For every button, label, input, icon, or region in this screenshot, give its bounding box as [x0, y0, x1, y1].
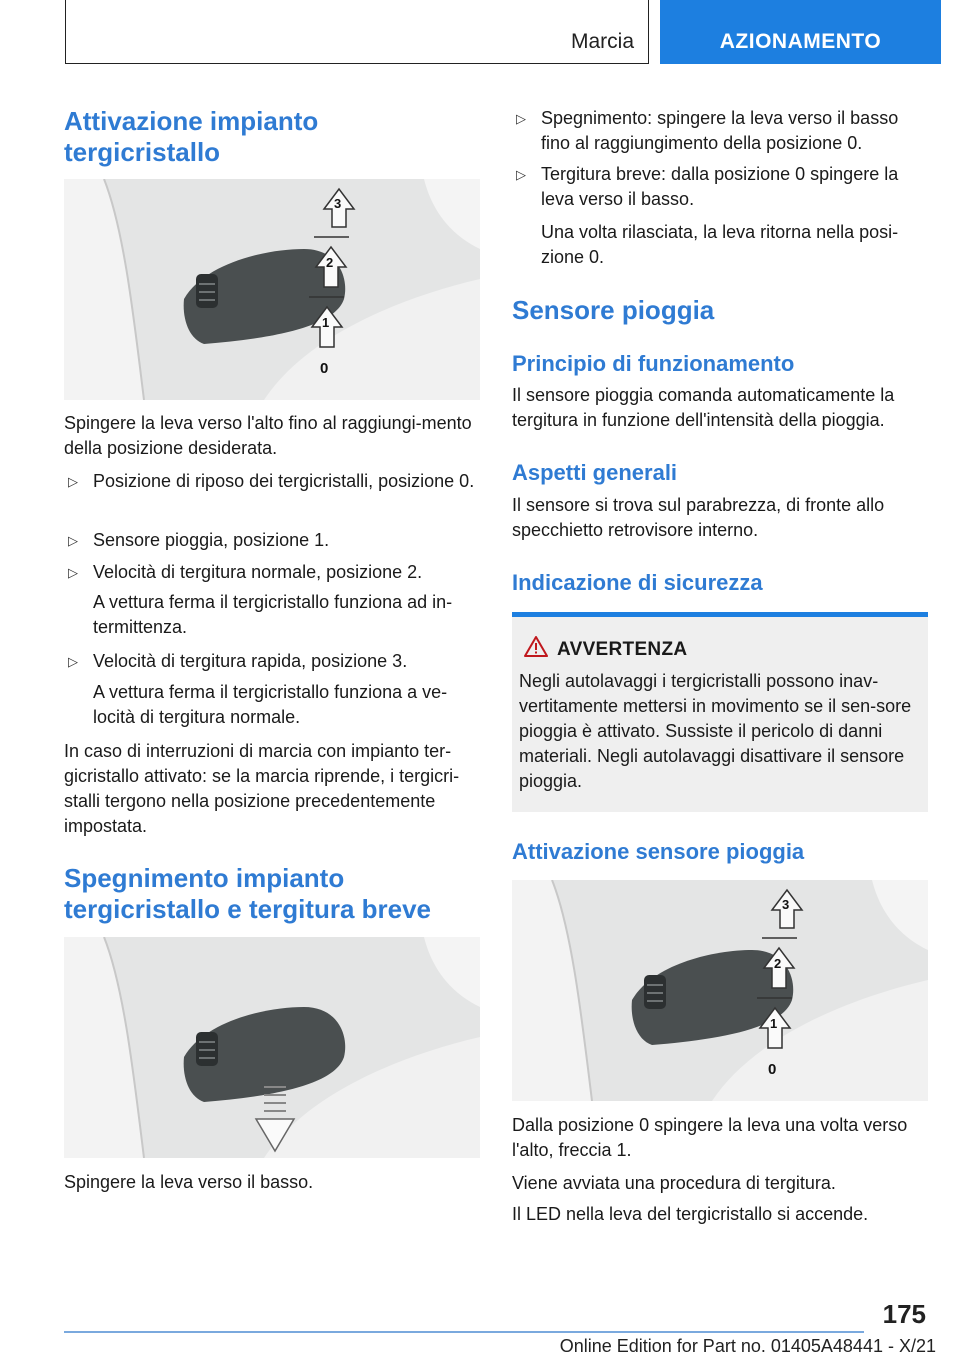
- warning-triangle-icon: [524, 635, 548, 659]
- paragraph: Viene avviata una procedura di tergitura.: [512, 1173, 836, 1193]
- list-item: ▷ Tergitura breve: dalla posizione 0 spingere la leva verso il basso.: [512, 162, 928, 212]
- list-item: ▷ Posizione di riposo dei tergicristalli, posizione 0.: [64, 469, 480, 494]
- heading-wiper-off: Spegnimento impianto tergicristallo e tergitura breve: [64, 863, 432, 924]
- warning-box: [512, 612, 928, 812]
- figure-wiper-lever-up: [64, 179, 480, 400]
- figure-label: 0: [768, 1061, 777, 1078]
- heading-general-info: Aspetti generali: [512, 460, 678, 485]
- figure-rain-sensor-lever: [512, 880, 928, 1101]
- warning-text: Negli autolavaggi i tergicristalli possono inav-vertitamente mettersi in movimento se il sen-sore pioggia è attivato. Sussiste il pericolo di danni materiali. Negli autolavaggi disattivare il sensore pioggia.: [519, 671, 912, 791]
- heading-rain-sensor-activation: Attivazione sensore pioggia: [512, 839, 805, 864]
- list-item: ▷ Spegnimento: spingere la leva verso il basso fino al raggiungimento della posizione 0.: [512, 106, 928, 156]
- figure-label: 2: [326, 255, 334, 270]
- list-item-note: Una volta rilasciata, la leva ritorna nella posi-zione 0.: [541, 222, 899, 267]
- heading-safety-note: Indicazione di sicurezza: [512, 570, 763, 595]
- paragraph: In caso di interruzioni di marcia con impianto ter-gicristallo attivato: se la marcia riprende, i tergicri-stalli tergono nella posizione precedentemente impostata.: [64, 741, 460, 836]
- paragraph: Spingere la leva verso l'alto fino al raggiungi-mento della posizione desiderata.: [64, 413, 472, 458]
- header-frame: [65, 0, 649, 64]
- paragraph: Spingere la leva verso il basso.: [64, 1172, 314, 1192]
- header-chapter-label: AZIONAMENTO: [719, 30, 882, 53]
- paragraph: Il sensore pioggia comanda automaticamente la tergitura in funzione dell'intensità della pioggia.: [512, 385, 895, 430]
- figure-label: 0: [320, 360, 329, 377]
- figure-label: 3: [334, 196, 342, 211]
- header-chapter-tab[interactable]: [660, 0, 941, 64]
- header-section: Marcia: [570, 30, 634, 53]
- figure-label: 2: [774, 956, 782, 971]
- list-item-note: A vettura ferma il tergicristallo funziona ad in-termittenza.: [93, 592, 453, 637]
- figure-label: 1: [322, 315, 330, 330]
- footer-divider: [64, 1331, 864, 1333]
- list-item-note: A vettura ferma il tergicristallo funziona a ve-locità di tergitura normale.: [93, 682, 448, 727]
- list-item: ▷ Velocità di tergitura normale, posizione 2.: [64, 560, 480, 585]
- paragraph: Dalla posizione 0 spingere la leva una volta verso l'alto, freccia 1.: [512, 1115, 908, 1160]
- paragraph: Il LED nella leva del tergicristallo si accende.: [512, 1204, 869, 1224]
- heading-operating-principle: Principio di funzionamento: [512, 351, 795, 376]
- page-number: 175: [882, 1299, 926, 1329]
- paragraph: Il sensore si trova sul parabrezza, di fronte allo specchietto retrovisore interno.: [512, 495, 885, 540]
- figure-label: 3: [782, 897, 790, 912]
- footer-edition: Online Edition for Part no. 01405A48441 - X/21: [559, 1336, 936, 1356]
- list-item: ▷ Velocità di tergitura rapida, posizione 3.: [64, 649, 480, 674]
- figure-wiper-lever-down: [64, 937, 480, 1158]
- heading-wiper-activation: Attivazione impianto tergicristallo: [64, 106, 319, 167]
- figure-label: 1: [770, 1016, 778, 1031]
- heading-rain-sensor: Sensore pioggia: [512, 295, 715, 325]
- list-item: ▷ Sensore pioggia, posizione 1.: [64, 528, 480, 553]
- warning-title: AVVERTENZA: [557, 639, 688, 660]
